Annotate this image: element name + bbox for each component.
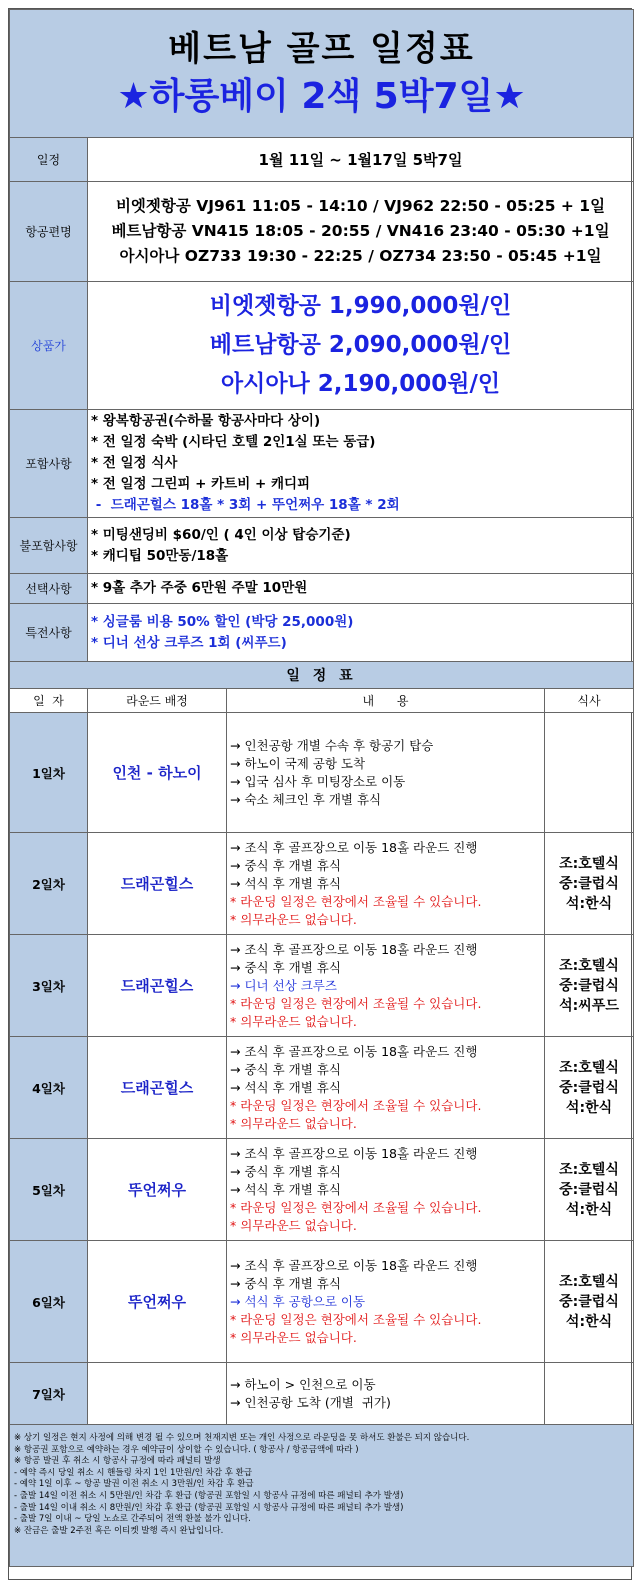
notice-line: * 의무라운드 없습니다. <box>230 1329 357 1345</box>
content-line: → 하노이 국제 공항 도착 <box>230 755 366 771</box>
notes-row <box>10 1425 634 1567</box>
content-line: → 석식 후 공항으로 이동 <box>230 1293 366 1309</box>
header-day: 일 자 <box>10 689 88 713</box>
meal-cell <box>545 713 634 833</box>
day-label: 3일차 <box>10 935 88 1037</box>
benefits-label: 특전사항 <box>10 604 88 662</box>
content-line: → 중식 후 개별 휴식 <box>230 1275 341 1291</box>
main-title: 베트남 골프 일정표 <box>168 28 475 69</box>
flight-line: 아시아나 OZ733 19:30 - 22:25 / OZ734 23:50 - 05:45 +1일 <box>119 247 602 265</box>
itinerary-title-row <box>10 662 634 689</box>
round-assignment: 드래곤힐스 <box>88 935 227 1037</box>
round-assignment: 인천 - 하노이 <box>88 713 227 833</box>
price-label: 상품가 <box>10 282 88 410</box>
meal-line: 조:호텔식 <box>559 1161 619 1178</box>
benefit-item: * 디너 선상 크루즈 1회 (씨푸드) <box>91 634 287 651</box>
notice-line: * 의무라운드 없습니다. <box>230 911 357 927</box>
optional-row <box>10 574 634 604</box>
itinerary-day-row <box>10 1241 634 1363</box>
day-label: 4일차 <box>10 1037 88 1139</box>
meal-line: 조:호텔식 <box>559 1059 619 1076</box>
meal-line: 석:씨푸드 <box>559 997 619 1014</box>
round-assignment <box>88 1363 227 1425</box>
content-line: → 조식 후 골프장으로 이동 18홀 라운드 진행 <box>230 1257 478 1273</box>
notice-line: * 의무라운드 없습니다. <box>230 1115 357 1131</box>
itinerary-title: 일 정 표 <box>10 662 634 689</box>
meal-line: 중:클럽식 <box>559 1181 619 1198</box>
notice-line: * 의무라운드 없습니다. <box>230 1217 357 1233</box>
meal-cell <box>545 1037 634 1139</box>
included-row <box>10 410 634 518</box>
meal-line: 조:호텔식 <box>559 957 619 974</box>
content-line: → 석식 후 개별 휴식 <box>230 875 341 891</box>
meal-cell <box>545 1241 634 1363</box>
content-line: → 하노이 > 인천으로 이동 <box>230 1376 376 1392</box>
flights-list <box>88 182 634 282</box>
header-content: 내 용 <box>227 689 545 713</box>
content-line: → 석식 후 개별 휴식 <box>230 1181 341 1197</box>
note-line: - 예약 1일 이후 ~ 항공 발권 이전 취소 시 3만원/인 차감 후 환급 <box>14 1479 254 1490</box>
optional-label: 선택사항 <box>10 574 88 604</box>
day-content <box>227 935 545 1037</box>
content-line: → 중식 후 개별 휴식 <box>230 857 341 873</box>
content-line: → 조식 후 골프장으로 이동 18홀 라운드 진행 <box>230 1145 478 1161</box>
day-content <box>227 1037 545 1139</box>
notice-line: * 라운딩 일정은 현장에서 조율될 수 있습니다. <box>230 995 482 1011</box>
header-meal: 식사 <box>545 689 634 713</box>
day-content <box>227 1363 545 1425</box>
benefits-row <box>10 604 634 662</box>
itinerary-day-row <box>10 833 634 935</box>
content-line: → 숙소 체크인 후 개별 휴식 <box>230 791 382 807</box>
notice-line: * 라운딩 일정은 현장에서 조율될 수 있습니다. <box>230 1199 482 1215</box>
included-item: - 드래곤힐스 18홀 * 3회 + 뚜언쩌우 18홀 * 2회 <box>91 497 400 513</box>
schedule-label: 일정 <box>10 138 88 182</box>
flights-row <box>10 182 634 282</box>
schedule-row <box>10 138 634 182</box>
price-line: 아시아나 2,190,000원/인 <box>220 371 501 397</box>
itinerary-day-row <box>10 935 634 1037</box>
notes-box <box>10 1425 634 1567</box>
excluded-label: 불포함사항 <box>10 518 88 574</box>
note-line: - 출발 7일 이내 ~ 당일 노쇼로 간주되어 전액 환불 불가 입니다. <box>14 1514 251 1525</box>
meal-line: 석:한식 <box>565 1099 613 1116</box>
meal-cell <box>545 1363 634 1425</box>
content-line: → 인천공항 도착 (개별 귀가) <box>230 1394 391 1410</box>
meal-cell <box>545 1139 634 1241</box>
notice-line: * 라운딩 일정은 현장에서 조율될 수 있습니다. <box>230 893 482 909</box>
itinerary-day-row <box>10 1363 634 1425</box>
excluded-list <box>88 518 634 574</box>
notice-line: * 의무라운드 없습니다. <box>230 1013 357 1029</box>
flight-line: 비엣젯항공 VJ961 11:05 - 14:10 / VJ962 22:50 - 05:25 + 1일 <box>115 197 606 215</box>
meal-line: 조:호텔식 <box>559 1273 619 1290</box>
excluded-item: * 캐디팁 50만동/18홀 <box>91 547 229 564</box>
notice-line: * 라운딩 일정은 현장에서 조율될 수 있습니다. <box>230 1097 482 1113</box>
meal-line: 중:클럽식 <box>559 1079 619 1096</box>
meal-line: 석:한식 <box>565 895 613 912</box>
itinerary-header-row <box>10 689 634 713</box>
benefits-list <box>88 604 634 662</box>
day-content <box>227 1139 545 1241</box>
itinerary-day-row <box>10 1139 634 1241</box>
meal-line: 조:호텔식 <box>559 855 619 872</box>
included-list <box>88 410 634 518</box>
optional-value: * 9홀 추가 주중 6만원 주말 10만원 <box>88 574 634 604</box>
itinerary-table <box>9 9 634 1567</box>
note-line: ※ 항공 발권 후 취소 시 항공사 규정에 따라 패널티 발생 <box>14 1456 221 1467</box>
title-row <box>10 10 634 138</box>
notice-line: * 라운딩 일정은 현장에서 조율될 수 있습니다. <box>230 1311 482 1327</box>
note-line: ※ 잔금은 출발 2주전 혹은 이티켓 발행 즉시 완납입니다. <box>14 1525 224 1536</box>
note-line: - 출발 14일 이내 취소 시 8만원/인 차감 후 환급 (항공권 포함일 시 항공사 규정에 따른 패널티 추가 발생) <box>14 1502 404 1513</box>
round-assignment: 드래곤힐스 <box>88 1037 227 1139</box>
round-assignment: 뚜언쩌우 <box>88 1139 227 1241</box>
meal-line: 석:한식 <box>565 1201 613 1218</box>
day-label: 1일차 <box>10 713 88 833</box>
note-line: - 출발 14일 이전 취소 시 5만원/인 차감 후 환급 (항공권 포함일 시 항공사 규정에 따른 패널티 추가 발생) <box>14 1490 404 1501</box>
content-line: → 중식 후 개별 휴식 <box>230 959 341 975</box>
day-label: 7일차 <box>10 1363 88 1425</box>
meal-line: 석:한식 <box>565 1313 613 1330</box>
itinerary-day-row <box>10 713 634 833</box>
meal-cell <box>545 833 634 935</box>
flight-line: 베트남항공 VN415 18:05 - 20:55 / VN416 23:40 - 05:30 +1일 <box>111 222 610 240</box>
header-round: 라운드 배정 <box>88 689 227 713</box>
content-line: → 조식 후 골프장으로 이동 18홀 라운드 진행 <box>230 1043 478 1059</box>
content-line: → 인천공항 개별 수속 후 항공기 탑승 <box>230 737 434 753</box>
price-line: 비엣젯항공 1,990,000원/인 <box>209 293 512 319</box>
price-row <box>10 282 634 410</box>
included-item: * 왕복항공권(수하물 항공사마다 상이) <box>91 413 321 429</box>
day-content <box>227 1241 545 1363</box>
round-assignment: 뚜언쩌우 <box>88 1241 227 1363</box>
content-line: → 조식 후 골프장으로 이동 18홀 라운드 진행 <box>230 839 478 855</box>
round-assignment: 드래곤힐스 <box>88 833 227 935</box>
excluded-item: * 미팅샌딩비 $60/인 ( 4인 이상 탑승기준) <box>91 526 351 543</box>
content-line: → 중식 후 개별 휴식 <box>230 1061 341 1077</box>
meal-line: 중:클럽식 <box>559 875 619 892</box>
meal-line: 중:클럽식 <box>559 977 619 994</box>
schedule-value: 1월 11일 ~ 1월17일 5박7일 <box>88 138 634 182</box>
included-item: * 전 일정 그린피 + 카트비 + 캐디피 <box>91 476 311 492</box>
title-banner <box>10 10 634 138</box>
note-line: ※ 항공권 포함으로 예약하는 경우 예약금이 상이할 수 있습니다. ( 항공사 / 항공금액에 따라 ) <box>14 1444 359 1455</box>
sub-title: ★하롱베이 2색 5박7일★ <box>117 75 526 117</box>
content-line: → 입국 심사 후 미팅장소로 이동 <box>230 773 406 789</box>
itinerary-day-row <box>10 1037 634 1139</box>
price-line: 베트남항공 2,090,000원/인 <box>209 332 512 358</box>
benefit-item: * 싱글룸 비용 50% 할인 (박당 25,000원) <box>91 613 354 630</box>
included-label: 포함사항 <box>10 410 88 518</box>
note-line: ※ 상기 일정은 현지 사정에 의해 변경 될 수 있으며 천재지변 또는 개인 사정으로 라운딩을 못 하셔도 환불은 되지 않습니다. <box>14 1433 470 1443</box>
content-line: → 조식 후 골프장으로 이동 18홀 라운드 진행 <box>230 941 478 957</box>
meal-cell <box>545 935 634 1037</box>
day-label: 2일차 <box>10 833 88 935</box>
price-list <box>88 282 634 410</box>
content-line: → 디너 선상 크루즈 <box>230 977 337 993</box>
flights-label: 항공편명 <box>10 182 88 282</box>
day-content <box>227 713 545 833</box>
included-item: * 전 일정 숙박 (시타딘 호텔 2인1실 또는 동급) <box>91 434 376 450</box>
included-item: * 전 일정 식사 <box>91 455 178 471</box>
note-line: - 예약 즉시 당일 취소 시 핸들링 차지 1인 1만원/인 차감 후 환급 <box>14 1467 253 1478</box>
golf-itinerary-sheet <box>8 8 632 1580</box>
day-label: 6일차 <box>10 1241 88 1363</box>
excluded-row <box>10 518 634 574</box>
content-line: → 중식 후 개별 휴식 <box>230 1163 341 1179</box>
day-label: 5일차 <box>10 1139 88 1241</box>
meal-line: 중:클럽식 <box>559 1293 619 1310</box>
content-line: → 석식 후 개별 휴식 <box>230 1079 341 1095</box>
day-content <box>227 833 545 935</box>
